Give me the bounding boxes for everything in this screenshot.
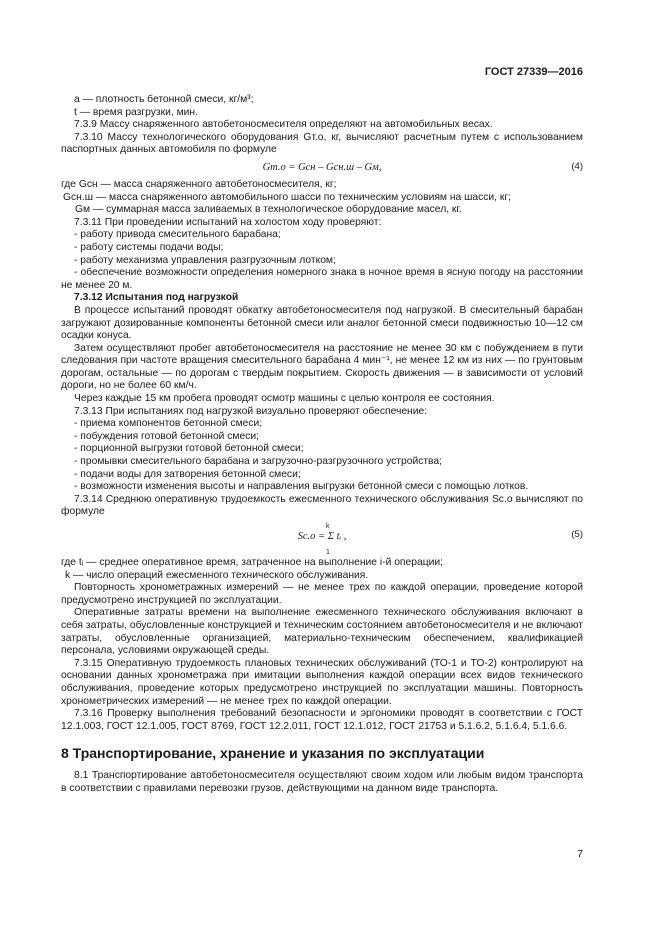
formula-4 bbox=[61, 157, 583, 179]
page-body bbox=[61, 94, 583, 795]
paragraph: 7.3.15 Оперативную трудоемкость плановых технических обслуживаний (ТО-1 и ТО-2) контролируют на основании данных хронометража при имитации выполнения каждой операции всех видов технического обслуживания, проведение которых предусмотрено инструкцией по эксплуатации машины. Повторность хронометрических измерений — не менее трех по каждой операции. bbox=[61, 657, 583, 707]
paragraph: 7.3.16 Проверку выполнения требований безопасности и эргономики проводят в соответствии с ГОСТ 12.1.003, ГОСТ 12.1.005, ГОСТ 8769, ГОСТ 12.2.011, ГОСТ 12.1.012, ГОСТ 21753 и 5.1.6.2, 5.1.6.4, 5.1.6.6. bbox=[61, 708, 583, 732]
subsection-heading: 7.3.12 Испытания под нагрузкой bbox=[74, 292, 239, 304]
paragraph: 7.3.14 Среднюю оперативную трудоемкость ежесменного технического обслуживания Sс.о вычисляют по формуле bbox=[61, 493, 583, 518]
paragraph: 8.1 Транспортирование автобетоносмесителя осуществляют своим ходом или любым видом транспорта в соответствии с правилами перевозки грузов, действующими на данном виде транспорта. bbox=[61, 769, 583, 794]
paragraph: Оперативные затраты времени на выполнение ежесменного технического обслуживания включают в себя затраты, обусловленные конструкцией и техническим состоянием автобетоносмесителя и не включают затраты, обусловленные организацией, материально-техническим обеспечением, квалификацией персонала, условиями окружающей среды. bbox=[61, 607, 583, 657]
formula-text: Sс.о = Σ tᵢ , bbox=[297, 531, 347, 542]
definition: Gм — суммарная масса заливаемых в технологическое оборудование масел, кг. bbox=[75, 204, 462, 216]
list-item: - возможности изменения высоты и направления выгрузки бетонной смеси с помощью лотков. bbox=[74, 481, 529, 493]
paragraph: Через каждые 15 км пробега проводят осмотр машины с целью контроля ее состояния. bbox=[74, 393, 495, 405]
sum-upper-limit: k bbox=[326, 523, 330, 530]
list-item: - промывки смесительного барабана и загрузочно-разгрузочного устройства; bbox=[74, 456, 443, 468]
list-item: - приема компонентов бетонной смеси; bbox=[74, 418, 263, 430]
formula-number: (5) bbox=[571, 529, 583, 540]
formula-5 bbox=[61, 519, 583, 557]
list-item: - обеспечение возможности определения номерного знака в ночное время в ясную погоду на расстоянии не менее 20 м. bbox=[61, 267, 583, 291]
definition: k — число операций ежесменного технического обслуживания. bbox=[65, 569, 369, 581]
formula-number: (4) bbox=[571, 160, 583, 172]
text-line: t — время разгрузки, мин. bbox=[74, 106, 198, 118]
section-heading: 8 Транспортирование, хранение и указания по эксплуатации bbox=[61, 745, 485, 762]
document-header: ГОСТ 27339—2016 bbox=[484, 66, 583, 78]
definition: где tᵢ — среднее оперативное время, затраченное на выполнение i-й операции; bbox=[61, 557, 443, 568]
paragraph: В процессе испытаний проводят обкатку автобетоносмесителя под нагрузкой. В смесительный барабан загружают дозированные компоненты бетонной смеси или аналог бетонной смеси подвижностью 10—12 см осадки конуса. bbox=[61, 304, 583, 342]
page-number: 7 bbox=[577, 848, 583, 860]
paragraph: 7.3.9 Массу снаряженного автобетоносмесителя определяют на автомобильных весах. bbox=[74, 119, 493, 131]
formula-text: Gт.о = Gсн – Gсн.ш – Gм, bbox=[262, 161, 382, 173]
paragraph: 7.3.13 При испытаниях под нагрузкой визуально проверяют обеспечение: bbox=[74, 405, 428, 417]
list-item: - порционной выгрузки готовой бетонной смеси; bbox=[74, 443, 304, 455]
list-item: - работу привода смесительного барабана; bbox=[74, 229, 281, 241]
definition: где Gсн — масса снаряженного автобетоносмесителя, кг; bbox=[61, 178, 337, 190]
paragraph: Затем осуществляют пробег автобетоносмесителя на расстояние не менее 30 км с побуждением в пути следования при частоте вращения смесительного барабана 4 мин⁻¹, не менее 12 км из них — по грунтовым дорогам, остальные — по дорогам с твердым покрытием. Скорость движения — в зависимости от условий дороги, но не более 60 км/ч. bbox=[61, 342, 583, 392]
list-item: - побуждения готовой бетонной смеси; bbox=[74, 430, 259, 442]
text-line: a — плотность бетонной смеси, кг/м³; bbox=[74, 94, 254, 105]
sum-lower-limit: 1 bbox=[326, 549, 330, 556]
list-item: - подачи воды для затворения бетонной смеси; bbox=[74, 468, 301, 480]
paragraph: Повторность хронометражных измерений — не менее трех по каждой операции, проведение которой предусмотрено инструкцией по эксплуатации. bbox=[61, 582, 583, 606]
definition: Gсн.ш — масса снаряженного автомобильного шасси по техническим условиям на шасси, кг; bbox=[63, 191, 512, 203]
paragraph: 7.3.10 Массу технологического оборудования Gт.о, кг, вычисляют расчетным путем с использованием паспортных данных автомобиля по формуле bbox=[61, 131, 583, 156]
paragraph: 7.3.11 При проведении испытаний на холостом ходу проверяют: bbox=[74, 216, 382, 228]
list-item: - работу системы подачи воды; bbox=[74, 241, 224, 253]
list-item: - работу механизма управления разгрузочным лотком; bbox=[74, 254, 336, 266]
